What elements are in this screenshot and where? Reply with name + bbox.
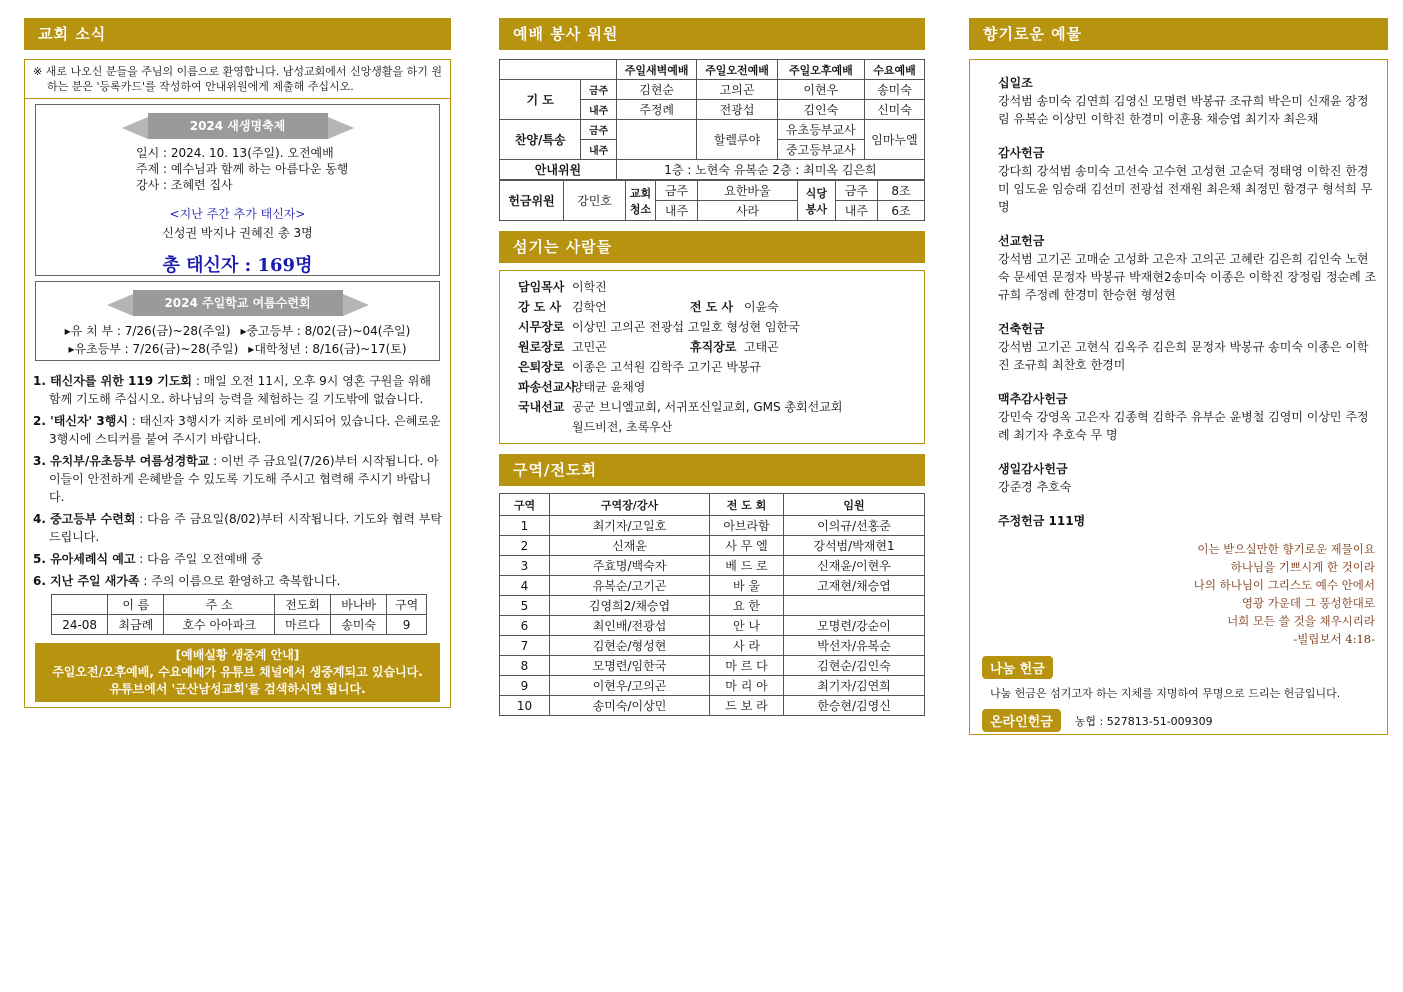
table-row: 8 모명련/임한국 마 르 다 김현순/김인숙 xyxy=(500,656,925,676)
staff-row: 강 도 사 김학언 전 도 사 이윤숙 xyxy=(518,300,779,314)
offering-group: 감사헌금 강다희 강석범 송미숙 고선숙 고수현 고성현 고순덕 정태영 이학진 한경미 임도윤 임승래 김선미 전광섭 전재원 최은채 최정민 함경구 형석희 무 명 xyxy=(998,146,1373,214)
offering-group: 십일조 강석범 송미숙 김연희 김영신 모명련 박봉규 조규희 박은미 신재윤 장정림 유복순 이상민 이학진 한경미 이훈용 채승엽 최기자 최은채 xyxy=(998,76,1369,126)
retreat-college: ▸대학청년 : 8/16(금)~17(토) xyxy=(248,342,407,356)
offering-group: 선교헌금 강석범 고기곤 고매순 고성화 고은자 고의곤 고혜란 김은희 김인숙 노현숙 문세연 문정자 박봉규 박재현2송미숙 이종은 이학진 장정림 정순례 조규희 주정례 한경미 한승현 형성현 xyxy=(998,234,1377,302)
offering-header: 향기로운 예물 xyxy=(969,18,1388,50)
offering-group: 맥추감사헌금 강민숙 강영옥 고은자 김종혁 김학주 유부순 윤병철 김영미 이상민 주정례 최기자 추호숙 무 명 xyxy=(998,392,1369,442)
news-item: 6. 지난 주일 새가족 : 주의 이름으로 환영하고 축복합니다. xyxy=(33,574,341,588)
service-table: 주일새벽예배 주일오전예배 주일오후예배 수요예배 기 도 금주 김현순 고의곤 이현우 송미숙 내주 주정례 전광섭 김인숙 신미숙 찬양/특송 금주 할렐루야 유초등부교사 임마누엘 내주 중고등부교사 안내위원 1층 : 노현숙 유복순 2층 : 최미옥 김은희 xyxy=(499,59,925,180)
staff-header: 섬기는 사람들 xyxy=(499,231,925,263)
total-candidates: 총 태신자 : 169명 xyxy=(162,255,313,276)
welcome-notice: ※ 새로 나오신 분들을 주님의 이름으로 환영합니다. 남성교회에서 신앙생활을 하기 원하는 분은 '등록카드'를 작성하여 안내위원에게 제출해 주십시오. xyxy=(25,60,450,99)
festival-theme: 주제 : 예수님과 함께 하는 아름다운 동행 xyxy=(136,162,349,176)
news-item: 1. 태신자를 위한 119 기도회 : 매일 오전 11시, 오후 9시 영혼 구원을 위해 함께 기도해 주십시오. 하나님의 능력을 체험하는 길 기도밖에 없습니다. xyxy=(33,374,431,406)
news-item: 4. 중고등부 수련회 : 다음 주 금요일(8/02)부터 시작됩니다. 기도와 협력 부탁드립니다. xyxy=(33,512,442,544)
staff-row: 시무장로 이상민 고의곤 전광섭 고일호 형성현 임한국 xyxy=(518,320,800,334)
festival-ribbon: 2024 새생명축제 xyxy=(148,113,328,139)
share-offering-text: 나눔 헌금은 섬기고자 하는 지체를 지명하여 무명으로 드리는 헌금입니다. xyxy=(990,687,1341,700)
festival-date: 일시 : 2024. 10. 13(주일). 오전예배 xyxy=(136,146,334,160)
staff-row: 월드비전, 초록우산 xyxy=(572,420,673,434)
festival-box xyxy=(35,104,440,276)
offering-group: 주정헌금 111명 xyxy=(998,514,1086,528)
news-item: 5. 유아세례식 예고 : 다음 주일 오전예배 중 xyxy=(33,552,263,566)
new-family-table: 이 름 주 소 전도회 바나바 구역 24-08 최금례 호수 아아파크 마르다 송미숙 9 xyxy=(51,594,427,635)
table-row: 3 주효명/백숙자 베 드 로 신재윤/이현우 xyxy=(500,556,925,576)
added-candidates-title: <지난 주간 추가 태신자> xyxy=(169,207,306,221)
staff-row: 은퇴장로 이종은 고석원 김학주 고기곤 박봉규 xyxy=(518,360,762,374)
table-row: 4 유복순/고기곤 바 울 고재현/채승엽 xyxy=(500,576,925,596)
table-row: 2 신재윤 사 무 엘 강석범/박재현1 xyxy=(500,536,925,556)
live-stream-notice: [예배실황 생중계 안내] 주일오전/오후예배, 수요예배가 유튜브 채널에서 생중계되고 있습니다. 유튜브에서 '군산남성교회'를 검색하시면 됩니다. xyxy=(35,643,440,702)
retreat-ribbon: 2024 주일학교 여름수련회 xyxy=(133,290,343,316)
bible-verse: 이는 받으실만한 향기로운 제물이요 하나님을 기쁘시게 한 것이라 나의 하나님이 그리스도 예수 안에서 영광 가운데 그 풍성한대로 너희 모든 쓸 것을 채우시리라 -빌립보서 4:18- xyxy=(1193,542,1375,646)
retreat-kindergarten: ▸유 치 부 : 7/26(금)~28(주일) xyxy=(64,324,231,338)
church-news-header: 교회 소식 xyxy=(24,18,451,50)
staff-list xyxy=(499,270,925,444)
news-item: 2. '태신자' 3행시 : 태신자 3행시가 지하 로비에 게시되어 있습니다. 은혜로운 3행시에 스티커를 붙여 주시기 바랍니다. xyxy=(33,414,441,446)
service-column xyxy=(499,18,925,716)
table-row: 7 김현순/형성현 사 라 박선자/유복순 xyxy=(500,636,925,656)
staff-row: 파송선교사 양태균 윤채영 xyxy=(518,380,646,394)
table-row: 1 최기자/고일호 아브라함 이의규/선홍준 xyxy=(500,516,925,536)
staff-row: 국내선교 공군 브니엘교회, 서귀포신일교회, GMS 총회선교회 xyxy=(518,400,843,414)
retreat-youth: ▸중고등부 : 8/02(금)~04(주일) xyxy=(240,324,411,338)
table-row: 5 김영희2/채승엽 요 한 xyxy=(500,596,925,616)
church-news-column xyxy=(24,18,451,708)
table-row: 24-08 최금례 호수 아아파크 마르다 송미숙 9 xyxy=(52,615,427,635)
church-news-box xyxy=(24,59,451,708)
district-table: 구역 구역장/강사 전 도 회 임원 1 최기자/고일호 아브라함 이의규/선홍준 2 신재윤 사 무 엘 강석범/박재현1 3 주효명/백숙자 베 드 로 신재윤/이현우 4 유복순/고기곤 바 울 고재현/채승엽 5 김영희2/채승엽 요 한 6 최인배/전광섭 안 나 모명련/강순이 7 김현순/형성현 사 라 박선자/유복순 8 모명련/임한국 마 르 다 김현순/김인숙 9 이현우/고의곤 마 리 아 최기자/김연희 10 송미숙/이상민 드 보 라 한승현/김영신 xyxy=(499,493,925,716)
retreat-box xyxy=(35,281,440,361)
share-offering-label: 나눔 헌금 xyxy=(982,656,1053,679)
staff-row: 담임목사 이학진 xyxy=(518,280,607,294)
news-item: 3. 유치부/유초등부 여름성경학교 : 이번 주 금요일(7/26)부터 시작됩니다. 아이들이 안전하게 은혜받을 수 있도록 기도해 주시고 협력해 주시기 바랍니다. xyxy=(33,454,439,504)
retreat-elementary: ▸유초등부 : 7/26(금)~28(주일) xyxy=(68,342,239,356)
added-candidates-names: 신성권 박지나 권혜진 총 3명 xyxy=(162,226,313,240)
news-list xyxy=(25,366,450,590)
online-offering-label: 온라인헌금 xyxy=(982,709,1061,732)
offering-table: 헌금위원 강민호 교회 청소 금주 요한바울 식당 봉사 금주 8조 내주 사라 내주 6조 xyxy=(499,180,925,221)
service-header: 예배 봉사 위원 xyxy=(499,18,925,50)
offering-group: 생일감사헌금 강준경 추호숙 xyxy=(998,462,1072,494)
table-row: 10 송미숙/이상민 드 보 라 한승현/김영신 xyxy=(500,696,925,716)
table-row: 9 이현우/고의곤 마 리 아 최기자/김연희 xyxy=(500,676,925,696)
bank-account: 농협 : 527813-51-009309 xyxy=(1074,714,1213,728)
offering-box xyxy=(969,59,1388,735)
district-header: 구역/전도회 xyxy=(499,454,925,486)
offering-column xyxy=(969,18,1388,735)
table-row: 6 최인배/전광섭 안 나 모명련/강순이 xyxy=(500,616,925,636)
offering-list xyxy=(970,60,1387,544)
offering-group: 건축헌금 강석범 고기곤 고현식 김옥주 김은희 문정자 박봉규 송미숙 이종은 이학진 조규희 최찬호 한경미 xyxy=(998,322,1369,372)
staff-row: 원로장로 고민곤 휴직장로 고태곤 xyxy=(518,340,779,354)
festival-speaker: 강사 : 조혜련 집사 xyxy=(136,178,233,192)
